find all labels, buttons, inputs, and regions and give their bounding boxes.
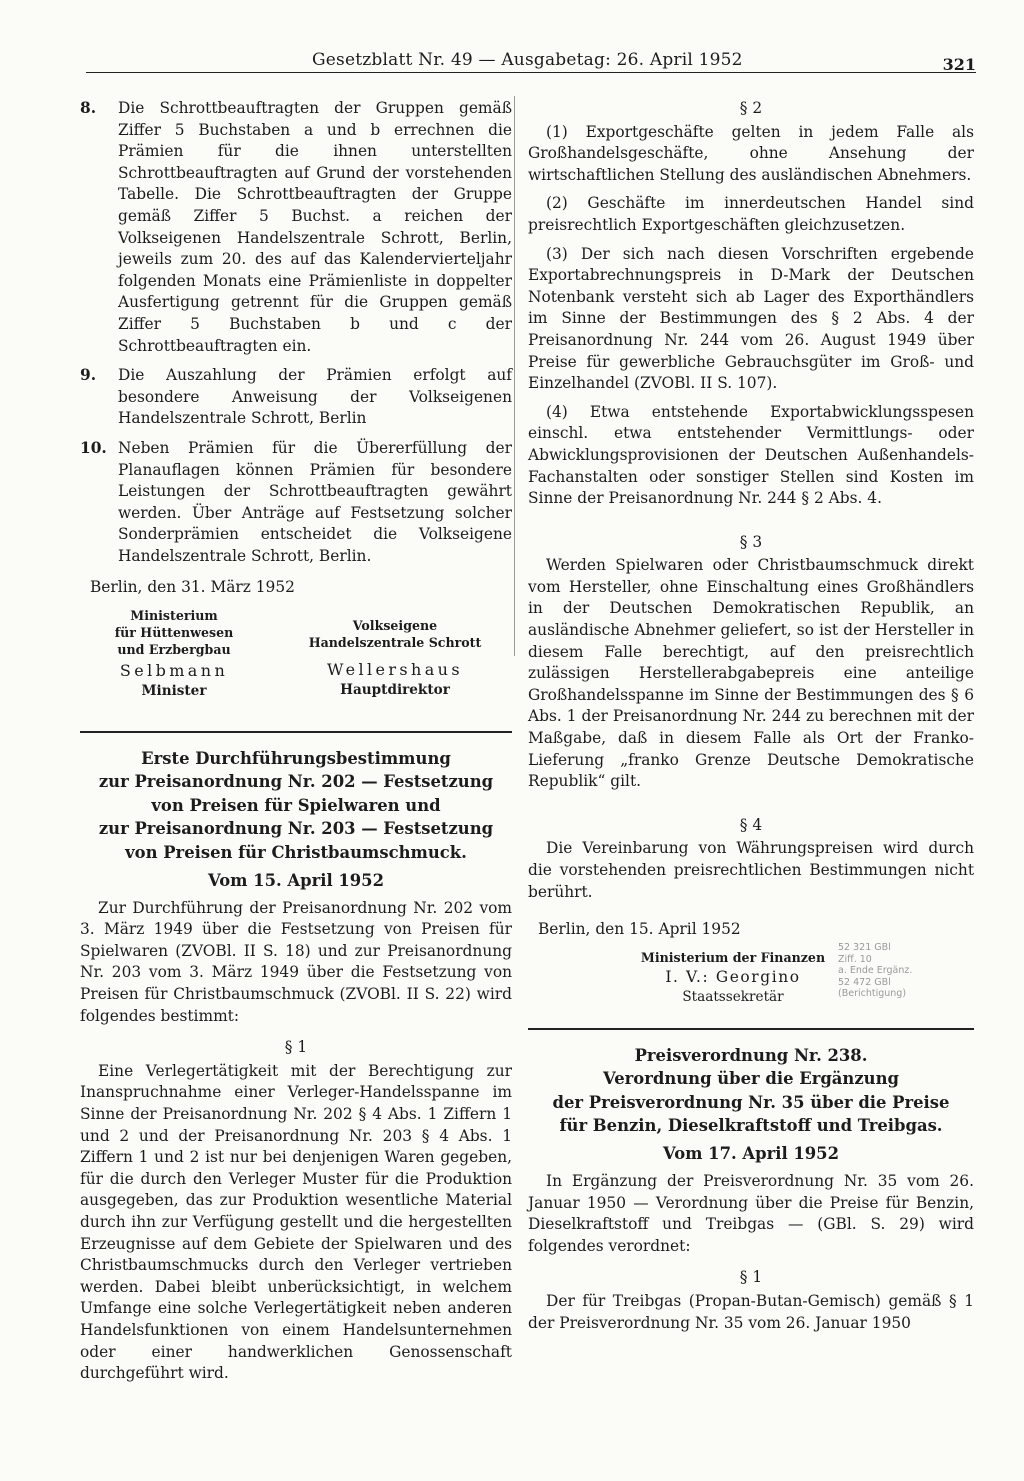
intro-paragraph: Zur Durchführung der Preisanordnung Nr. 202 vom 3. März 1949 über die Festsetzung von Preisen für Spielwaren (ZVOBl. II S. 18) und zur Preisanordnung Nr. 203 vom 3. März 1949 über die Festsetzung von Preisen für Christbaumschmuck (ZVOBl. II S. 22) wird folgendes bestimmt: <box>80 898 512 1025</box>
signature-org: Ministerium <box>130 608 218 624</box>
stamp-line: a. Ende Ergänz. <box>838 965 913 976</box>
signature-name: Wellershaus <box>327 660 463 680</box>
signature-finance <box>618 949 848 1006</box>
title-line: für Benzin, Dieselkraftstoff und Treibgas. <box>559 1116 943 1135</box>
item-number: 9. <box>80 366 97 385</box>
section-heading: § 4 <box>739 815 763 834</box>
item-text: Neben Prämien für die Übererfüllung der Planauflagen können Prämien für besondere Leistungen der Schrottbeauftragten gewährt werden. Über Anträge auf Festsetzung solcher Sonderprämien entscheidet die Volkseigene Handelszentrale Schrott, Berlin. <box>118 438 512 565</box>
section-text: Werden Spielwaren oder Christbaumschmuck direkt vom Hersteller, ohne Einschaltung eines Großhändlers in der Deutschen Demokratischen Republik, an ausländische Abnehmer geliefert, so ist der Hersteller in diesem Falle berechtigt, auf den preisrechtlich zulässigen Herstellerabgabepreis eine anteilige Großhandelsspanne im Sinne der Bestimmungen des § 6 Abs. 1 der Preisanordnung Nr. 244 zu berechnen mit der Maßgabe, daß in diesem Falle als Ort der Franko-Lieferung „franko Grenze Deutsche Demokratische Republik“ gilt. <box>528 556 974 791</box>
signature-block <box>80 607 512 711</box>
signature-handelszentrale <box>290 617 500 699</box>
signature-org: und Erzbergbau <box>117 642 231 658</box>
section-text: Die Vereinbarung von Währungspreisen wird durch die vorstehenden preisrechtlichen Bestimmungen nicht berührt. <box>528 839 974 901</box>
column-divider <box>514 96 515 656</box>
section-paragraph: (1) Exportgeschäfte gelten in jedem Falle als Großhandelsgeschäfte, ohne Ansehung der wirtschaftlichen Stellung des ausländischen Abnehmers. <box>528 122 974 184</box>
numbered-item-10 <box>80 438 512 568</box>
section-heading: § 3 <box>739 532 763 551</box>
section-heading: § 2 <box>739 99 763 117</box>
signature-name: I. V.: Georgino <box>665 967 801 986</box>
header-rule <box>86 72 976 73</box>
section-rule <box>528 1028 974 1030</box>
item-number: 10. <box>80 438 107 457</box>
title-line: Erste Durchführungsbestimmung <box>141 749 451 769</box>
signature-role: Staatssekretär <box>682 988 784 1005</box>
regulation-date: Vom 17. April 1952 <box>662 1144 839 1164</box>
title-line: von Preisen für Christbaumschmuck. <box>125 842 467 862</box>
title-line: der Preisverordnung Nr. 35 über die Preise <box>552 1092 950 1112</box>
signing-date: Berlin, den 15. April 1952 <box>538 920 741 939</box>
item-number: 8. <box>80 99 97 117</box>
intro-paragraph: In Ergänzung der Preisverordnung Nr. 35 vom 26. Januar 1950 — Verordnung über die Preise für Benzin, Dieselkraftstoff und Treibgas — (GBl. S. 29) wird folgendes verordnet: <box>528 1172 974 1255</box>
regulation-title <box>80 747 512 864</box>
signature-role: Minister <box>141 683 207 700</box>
title-line: zur Preisanordnung Nr. 202 — Festsetzung <box>98 772 494 792</box>
signature-org: Ministerium der Finanzen <box>640 949 826 965</box>
signature-org: für Hüttenwesen <box>114 625 234 641</box>
right-column <box>528 98 974 1341</box>
page-number: 321 <box>942 55 976 74</box>
section-text: Der für Treibgas (Propan-Butan-Gemisch) gemäß § 1 der Preisverordnung Nr. 35 vom 26. Januar 1950 <box>528 1291 974 1332</box>
signature-role: Hauptdirektor <box>340 682 450 699</box>
numbered-item-8 <box>80 98 512 357</box>
section-paragraph: (3) Der sich nach diesen Vorschriften ergebende Exportabrechnungspreis in D-Mark der Deutschen Notenbank versteht sich ab Lager des Exporthändlers im Sinne der Bestimmungen des § 2 Abs. 4 der Preisanordnung Nr. 244 vom 26. August 1949 über Preise für gewerbliche Gebrauchsgüter im Groß- und Einzelhandel (ZVOBl. II S. 107). <box>528 244 974 393</box>
section-heading: § 1 <box>284 1038 308 1057</box>
stamp-line: (Berichtigung) <box>838 988 907 999</box>
section-text: Eine Verlegertätigkeit mit der Berechtigung zur Inanspruchnahme einer Verleger-Handelsspanne im Sinne der Preisanordnung Nr. 202 § 4 Abs. 1 Ziffern 1 und 2 und der Preisanordnung Nr. 203 § 4 Abs. 1 Ziffern 1 und 2 ist nur bei denjenigen Waren gegeben, für die durch den Verleger Muster für die Produktion ausgegeben, das zur Produktion wesentliche Material durch ihn zur Verfügung gestellt und die hergestellten Erzeugnisse auf dem Gebiete der Spielwaren und des Christbaumschmucks durch den Verleger vertrieben werden. Dabei bleibt unberücksichtigt, in welchem Umfange eine solche Verlegertätigkeit neben anderen Handelsfunktionen von einem Handelsunternehmen oder einer handwerklichen Genossenschaft durchgeführt wird. <box>80 1061 512 1383</box>
title-line: Preisverordnung Nr. 238. <box>634 1045 868 1065</box>
archive-stamp <box>838 942 998 1000</box>
stamp-line: Ziff. 10 <box>838 953 872 965</box>
signature-org: Volkseigene <box>352 618 438 634</box>
regulation-title <box>528 1044 974 1138</box>
title-line: Verordnung über die Ergänzung <box>603 1069 899 1089</box>
stamp-line: 52 472 GBl <box>838 976 891 988</box>
regulation-date: Vom 15. April 1952 <box>207 871 384 891</box>
item-text: Die Auszahlung der Prämien erfolgt auf besondere Anweisung der Volkseigenen Handelszentrale Schrott, Berlin <box>118 366 512 428</box>
signature-org: Handelszentrale Schrott <box>308 635 482 651</box>
section-paragraph: (2) Geschäfte im innerdeutschen Handel sind preisrechtlich Exportgeschäften gleichzusetzen. <box>528 194 974 234</box>
signature-ministry <box>84 607 264 700</box>
section-paragraph: (4) Etwa entstehende Exportabwicklungsspesen einschl. etwa entstehender Vermittlungs- oder Abwicklungsprovisionen der Deutschen Außenhandels-Fachanstalten oder sonstiger Stellen sind Kosten im Sinne der Preisanordnung Nr. 244 § 2 Abs. 4. <box>528 402 974 508</box>
signature-name: Selbmann <box>119 661 229 681</box>
title-line: von Preisen für Spielwaren und <box>151 795 441 815</box>
title-line: zur Preisanordnung Nr. 203 — Festsetzung <box>98 819 494 839</box>
item-text: Die Schrottbeauftragten der Gruppen gemäß Ziffer 5 Buchstaben a und b errechnen die Prämien für die ihnen unterstellten Schrottbeauftragten auf Grund der vorstehenden Tabelle. Die Schrottbeauftragten der Gruppe gemäß Ziffer 5 Buchst. a reichen der Volkseigenen Handelszentrale Schrott, Berlin, jeweils zum 20. des auf das Kalendervierteljahr folgenden Monats eine Prämienliste in doppelter Ausfertigung getrennt für die Gruppen gemäß Ziffer 5 Buchstaben b und c der Schrottbeauftragten ein. <box>118 99 512 355</box>
stamp-line: 52 321 GBl <box>838 942 891 953</box>
left-column <box>80 98 512 1392</box>
header-title: Gesetzblatt Nr. 49 — Ausgabetag: 26. April 1952 <box>312 50 743 70</box>
numbered-item-9 <box>80 365 512 430</box>
section-rule <box>80 731 512 733</box>
signing-date: Berlin, den 31. März 1952 <box>90 578 295 597</box>
section-heading: § 1 <box>739 1268 763 1287</box>
